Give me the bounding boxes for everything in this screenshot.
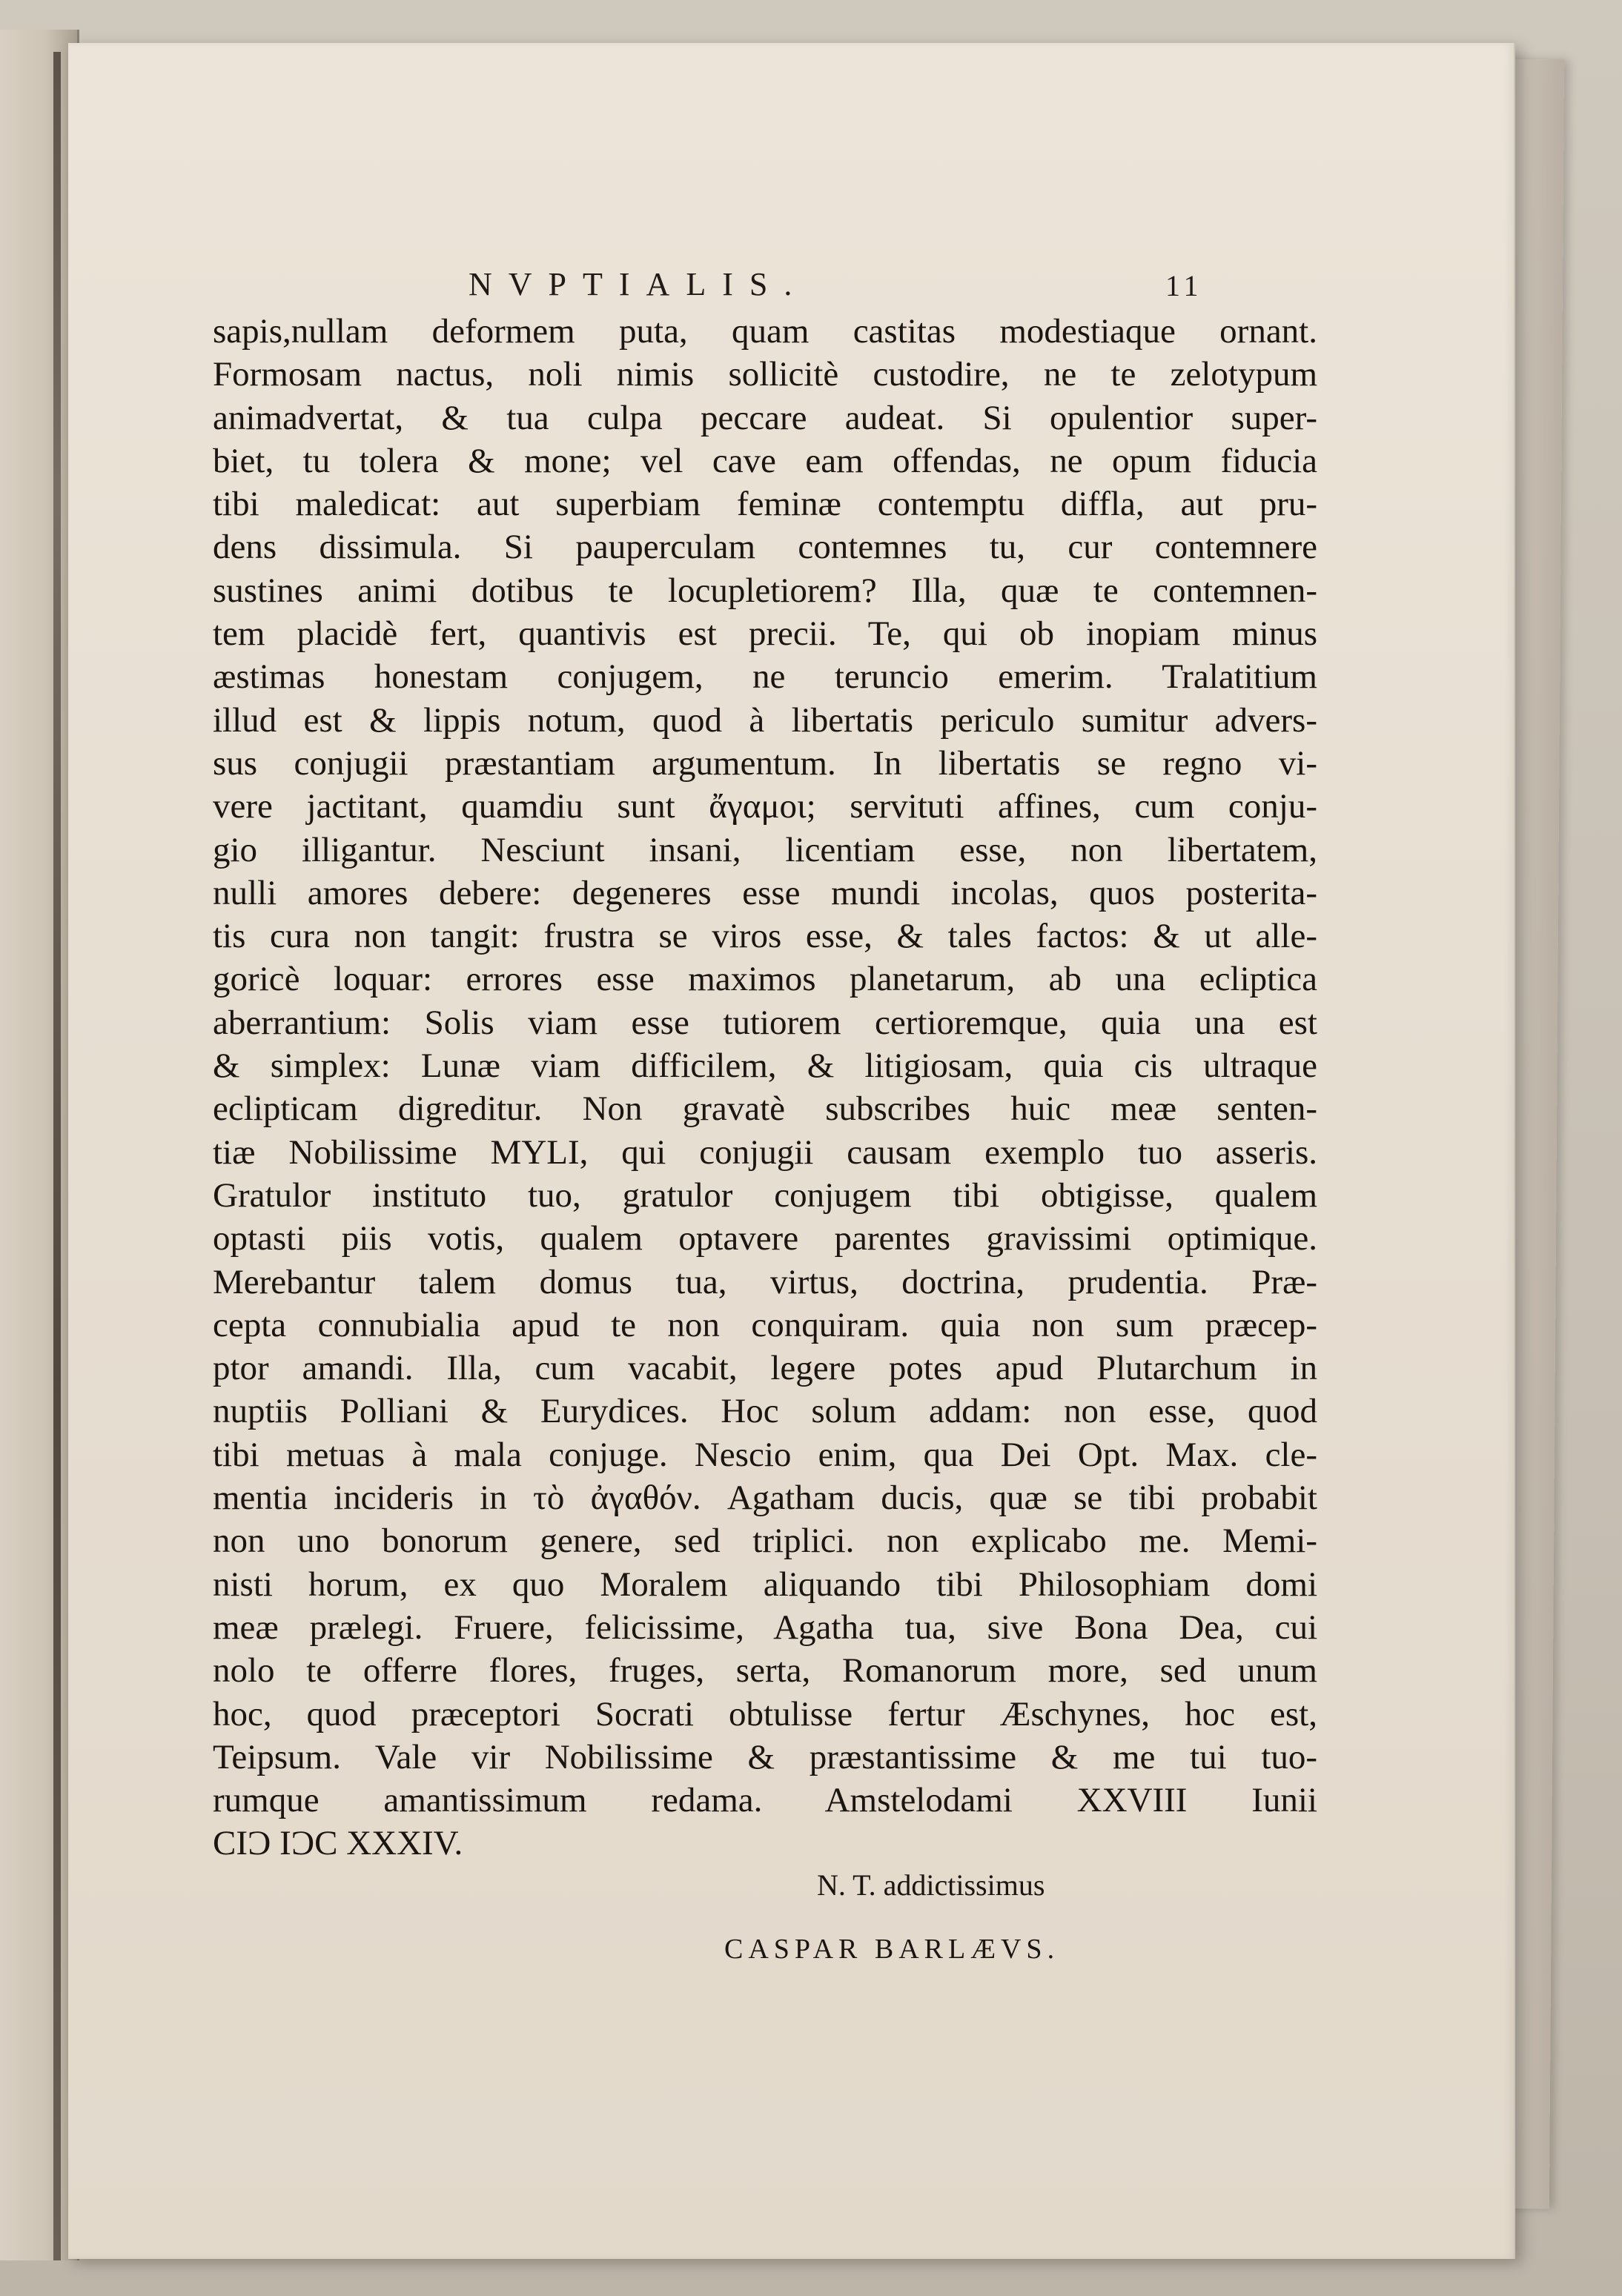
text-line: tibi maledicat: aut superbiam feminæ contemptu diffla, aut pru-: [213, 485, 1317, 524]
text-line: & simplex: Lunæ viam difficilem, & litigiosam, quia cis ultraque: [213, 1046, 1317, 1086]
page-header: [68, 265, 1514, 310]
text-line: ptor amandi. Illa, cum vacabit, legere potes apud Plutarchum in: [213, 1349, 1317, 1388]
closing-salutation: N. T. addictissimus: [817, 1868, 1045, 1902]
text-line: vere jactitant, quamdiu sunt ἄγαμοι; servituti affines, cum conju-: [213, 787, 1317, 826]
text-line: nuptiis Polliani & Eurydices. Hoc solum addam: non esse, quod: [213, 1392, 1317, 1431]
text-line: Teipsum. Vale vir Nobilissime & præstantissime & me tui tuo-: [213, 1737, 1317, 1776]
text-line: Formosam nactus, noli nimis sollicitè custodire, ne te zelotypum: [213, 355, 1317, 394]
text-line: illud est & lippis notum, quod à libertatis periculo sumitur advers-: [213, 700, 1317, 740]
text-line: Merebantur talem domus tua, virtus, doctrina, prudentia. Præ-: [213, 1262, 1317, 1301]
text-line: biet, tu tolera & mone; vel cave eam offendas, ne opum fiducia: [213, 441, 1317, 480]
text-line: tem placidè fert, quantivis est precii. Te, qui ob inopiam minus: [213, 614, 1317, 654]
text-line: eclipticam digreditur. Non gravatè subscribes huic meæ senten-: [213, 1089, 1317, 1129]
text-line: Gratulor instituto tuo, gratulor conjugem tibi obtigisse, qualem: [213, 1175, 1317, 1215]
text-line: hoc, quod præceptori Socrati obtulisse fertur Æschynes, hoc est,: [213, 1694, 1317, 1733]
body-text: [213, 310, 1317, 1865]
running-head: NVPTIALIS.: [469, 266, 809, 302]
text-line: dens dissimula. Si pauperculam contemnes tu, cur contemnere: [213, 528, 1317, 567]
text-line: tis cura non tangit: frustra se viros esse, & tales factos: & ut alle-: [213, 917, 1317, 956]
text-line: æstimas honestam conjugem, ne teruncio emerim. Tralatitium: [213, 657, 1317, 697]
text-line: sustines animi dotibus te locupletiorem? Illa, quæ te contemnen-: [213, 571, 1317, 610]
text-line: animadvertat, & tua culpa peccare audeat. Si opulentior super-: [213, 398, 1317, 437]
text-line: CIƆ IƆC XXXIV.: [213, 1824, 463, 1863]
text-line: nulli amores debere: degeneres esse mundi incolas, quos posterita-: [213, 873, 1317, 912]
text-line: cepta connubialia apud te non conquiram. quia non sum præcep-: [213, 1305, 1317, 1344]
page-number: 11: [1165, 269, 1203, 302]
text-line: gio illigantur. Nesciunt insani, licentiam esse, non libertatem,: [213, 830, 1317, 869]
text-line: non uno bonorum genere, sed triplici. non explicabo me. Memi-: [213, 1522, 1317, 1561]
text-line: optasti piis votis, qualem optavere parentes gravissimi optimique.: [213, 1219, 1317, 1258]
book-page: [68, 43, 1515, 2259]
text-line: tibi metuas à mala conjuge. Nescio enim, qua Dei Opt. Max. cle-: [213, 1435, 1317, 1474]
text-line: meæ prælegi. Fruere, felicissime, Agatha tua, sive Bona Dea, cui: [213, 1607, 1317, 1647]
text-line: tiæ Nobilissime MYLI, qui conjugii causam exemplo tuo asseris.: [213, 1132, 1317, 1172]
text-line: nisti horum, ex quo Moralem aliquando tibi Philosophiam domi: [213, 1565, 1317, 1604]
author-signature: CASPAR BARLÆVS.: [724, 1934, 1060, 1965]
text-line: nolo te offerre flores, fruges, serta, Romanorum more, sed unum: [213, 1651, 1317, 1691]
text-line: aberrantium: Solis viam esse tutiorem certioremque, quia una est: [213, 1003, 1317, 1042]
facing-page-edge: [0, 30, 79, 2260]
text-line: sus conjugii præstantiam argumentum. In libertatis se regno vi-: [213, 743, 1317, 783]
text-line: sapis,nullam deformem puta, quam castitas modestiaque ornant.: [213, 312, 1317, 351]
text-line: mentia incideris in τὸ ἀγαθόν. Agatham ducis, quæ se tibi probabit: [213, 1479, 1317, 1518]
text-line: rumque amantissimum redama. Amstelodami XXVIII Iunii: [213, 1781, 1317, 1820]
book-binding: [53, 52, 61, 2260]
text-line: goricè loquar: errores esse maximos planetarum, ab una ecliptica: [213, 960, 1317, 999]
